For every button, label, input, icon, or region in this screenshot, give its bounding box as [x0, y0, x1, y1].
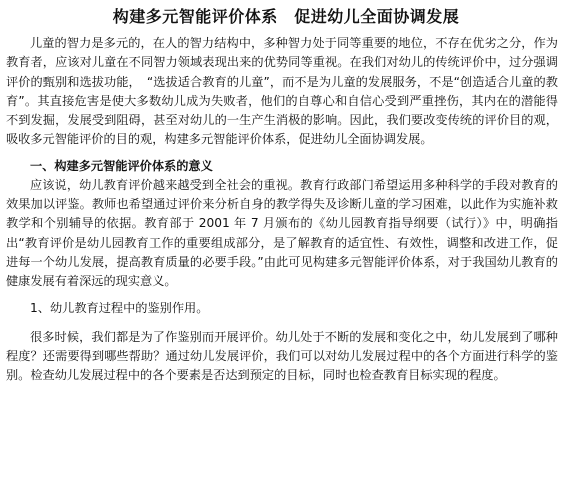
document-title: 构建多元智能评价体系 促进幼儿全面协调发展	[112, 7, 460, 26]
section-heading-significance: 一、构建多元智能评价体系的意义	[30, 158, 213, 173]
identification-paragraph: 很多时候，我们都是为了作鉴别而开展评价。幼儿处于不断的发展和变化之中，幼儿发展到了哪种程度？还需要得到哪些帮助？通过幼儿发展评价，我们可以对幼儿发展过程中的各个方面进行科学的鉴别。检查幼儿发展过程中的各个要素是否达到预定的目标，同时也检查教育目标实现的程度。	[6, 329, 558, 383]
subsection-heading-identification: 1、幼儿教育过程中的鉴别作用。	[30, 300, 209, 315]
significance-paragraph: 应该说，幼儿教育评价越来越受到全社会的重视。教育行政部门希望运用多种科学的手段对教育的效果加以评鉴。教师也希望通过评价来分析自身的教学得失及诊断儿童的学习困难，以此作为实施补救教学和个别辅导的依据。教育部于 2001 年 7 月颁布的《幼儿园教育指导纲要（试行）》中，明确指出“教育评价是幼儿园教育工作的重要组成部分，是了解教育的适宜性、有效性，调整和改进工作，促进每一个幼儿发展，提高教育质量的必要手段。”由此可见构建多元智能评价体系，对于我国幼儿教育的健康发展有着深远的现实意义。	[6, 177, 558, 289]
intro-paragraph: 儿童的智力是多元的，在人的智力结构中，多种智力处于同等重要的地位，不存在优劣之分，作为教育者，应该对儿童在不同智力领域表现出来的优势同等重视。在我们对幼儿的传统评价中，过分强调评价的甄别和选拔功能， “选拔适合教育的儿童”，而不是为儿童的发展服务，不是“创造适合儿童的教育”。其直接危害是使大多数幼儿成为失败者，他们的自尊心和自信心受到严重挫伤，其内在的潜能得不到发掘，发展受到阻碍，甚至对幼儿的一生产生消极的影响。因此，我们要改变传统的评价目的观，吸收多元智能评价的目的观，构建多元智能评价体系，促进幼儿全面协调发展。	[6, 36, 558, 147]
